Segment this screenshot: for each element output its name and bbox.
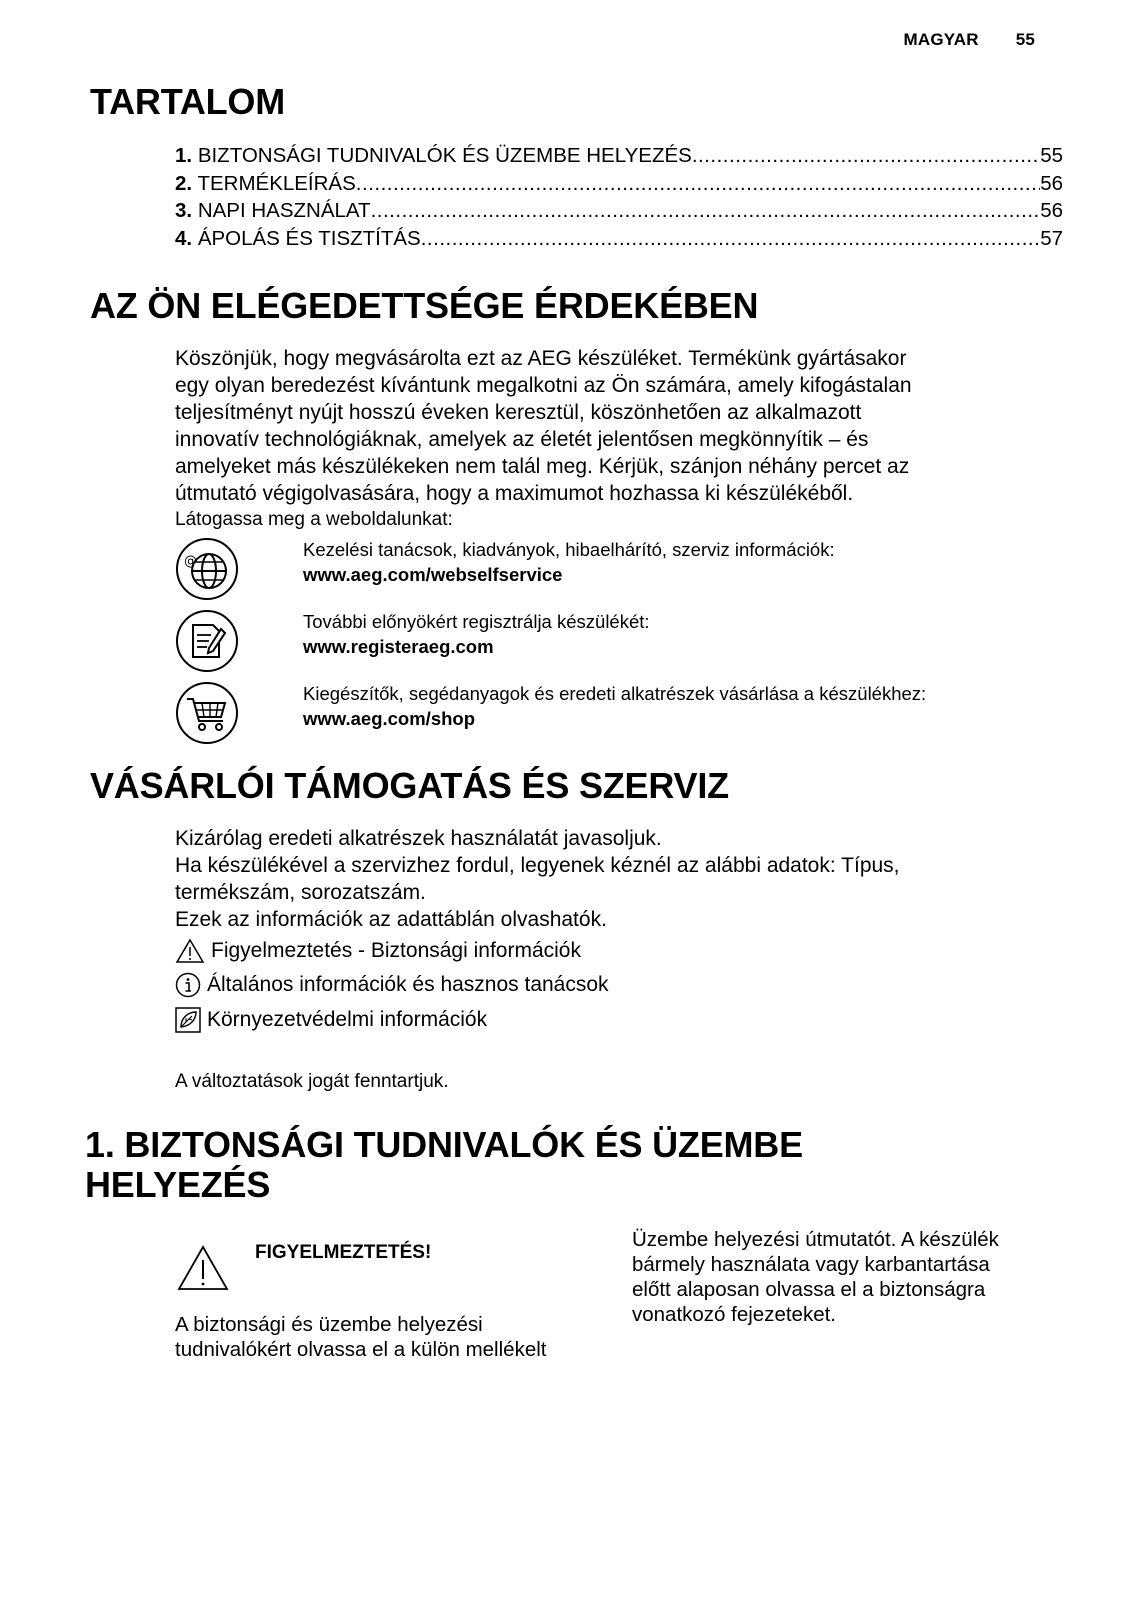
toc-item-label: BIZTONSÁGI TUDNIVALÓK ÉS ÜZEMBE HELYEZÉS bbox=[197, 144, 692, 167]
support-text bbox=[175, 825, 900, 933]
webselfservice-text bbox=[303, 537, 835, 587]
safety-line: bármely használata vagy karbantartása bbox=[632, 1253, 990, 1276]
toc-item-page: 56 bbox=[1040, 171, 1063, 195]
page-number: 55 bbox=[1015, 30, 1035, 49]
symbol-info-text: Általános információk és hasznos tanácsok bbox=[207, 973, 609, 996]
safety-title-line: HELYEZÉS bbox=[85, 1164, 271, 1205]
safety-line: Üzembe helyezési útmutatót. A készülék bbox=[632, 1228, 999, 1251]
warning-line: A biztonsági és üzembe helyezési bbox=[175, 1313, 483, 1336]
toc-leader bbox=[371, 197, 1041, 225]
satisfaction-intro bbox=[175, 345, 912, 533]
webselfservice-row bbox=[175, 537, 1075, 603]
safety-title bbox=[85, 1125, 803, 1205]
intro-line: amelyeket más készülékeken nem talál meg. Kérjük, szánjon néhány percet az bbox=[175, 455, 910, 478]
support-line: termékszám, sorozatszám. bbox=[175, 881, 426, 904]
toc-item-page: 56 bbox=[1040, 199, 1063, 222]
toc-leader bbox=[356, 170, 1040, 198]
link-description: Kezelési tanácsok, kiadványok, hibaelhárító, szerviz információk: bbox=[303, 539, 835, 560]
info-icon bbox=[175, 972, 201, 998]
warning-text bbox=[175, 1312, 615, 1362]
symbol-environment-row bbox=[175, 1006, 487, 1033]
toc-leader bbox=[421, 225, 1040, 253]
toc-item[interactable] bbox=[175, 225, 1063, 253]
toc-item[interactable] bbox=[175, 197, 1063, 225]
safety-line: előtt alaposan olvassa el a biztonságra bbox=[632, 1278, 986, 1301]
support-line: Kizárólag eredeti alkatrészek használatát javasoljuk. bbox=[175, 827, 662, 850]
warning-line: tudnivalókért olvassa el a külön mellékelt bbox=[175, 1338, 547, 1361]
toc-item-number: 1. bbox=[175, 144, 193, 167]
safety-title-line: 1. BIZTONSÁGI TUDNIVALÓK ÉS ÜZEMBE bbox=[85, 1124, 803, 1165]
toc-item-page: 57 bbox=[1040, 226, 1063, 250]
register-link[interactable]: www.registeraeg.com bbox=[303, 636, 494, 657]
support-line: Ha készülékével a szervizhez fordul, legyenek kéznél az alábbi adatok: Típus, bbox=[175, 854, 900, 877]
rights-reserved-text: A változtatások jogát fenntartjuk. bbox=[175, 1071, 449, 1092]
toc-item-number: 4. bbox=[175, 226, 193, 250]
shop-link[interactable]: www.aeg.com/shop bbox=[303, 708, 476, 729]
intro-line: útmutató végigolvasására, hogy a maximumot hozhassa ki készülékéből. bbox=[175, 482, 854, 505]
toc-item-label: TERMÉKLEÍRÁS bbox=[197, 171, 356, 195]
toc-item-number: 2. bbox=[175, 171, 193, 195]
table-of-contents bbox=[175, 142, 1063, 252]
visit-website-text: Látogassa meg a weboldalunkat: bbox=[175, 509, 453, 530]
symbol-environment-text: Környezetvédelmi információk bbox=[207, 1008, 488, 1031]
warning-label: FIGYELMEZTETÉS! bbox=[255, 1242, 432, 1263]
safety-line: vonatkozó fejezeteket. bbox=[632, 1303, 836, 1326]
warning-icon bbox=[175, 938, 205, 964]
shop-text bbox=[303, 681, 926, 731]
register-text bbox=[303, 609, 650, 659]
intro-line: egy olyan beredezést kívántunk megalkotni az Ön számára, amely kifogástalan bbox=[175, 374, 912, 397]
register-icon bbox=[175, 609, 239, 673]
svg-text:@: @ bbox=[184, 554, 197, 569]
symbol-warning-text: Figyelmeztetés - Biztonsági információk bbox=[211, 939, 581, 962]
toc-item[interactable] bbox=[175, 170, 1063, 198]
intro-line: teljesítményt nyújt hosszú éveken keresztül, köszönhetően az alkalmazott bbox=[175, 401, 862, 424]
link-description: További előnyökért regisztrálja készülékét: bbox=[303, 611, 650, 632]
toc-item-label: NAPI HASZNÁLAT bbox=[197, 199, 371, 222]
intro-line: innovatív technológiáknak, amelyek az életét jelentősen megkönnyítik – és bbox=[175, 428, 869, 451]
intro-line: Köszönjük, hogy megvásárolta ezt az AEG készüléket. Termékünk gyártásakor bbox=[175, 347, 907, 370]
support-line: Ezek az információk az adattáblán olvashatók. bbox=[175, 908, 607, 931]
toc-item-number: 3. bbox=[175, 199, 193, 222]
globe-icon bbox=[175, 537, 239, 601]
toc-title: TARTALOM bbox=[90, 81, 286, 122]
safety-right-column bbox=[632, 1227, 1072, 1327]
shop-row bbox=[175, 681, 1075, 747]
link-description: Kiegészítők, segédanyagok és eredeti alkatrészek vásárlása a készülékhez: bbox=[303, 683, 927, 704]
toc-item[interactable] bbox=[175, 142, 1063, 170]
warning-icon bbox=[177, 1244, 229, 1292]
register-row bbox=[175, 609, 1075, 675]
leaf-icon bbox=[175, 1007, 201, 1033]
page-header bbox=[904, 30, 1035, 50]
language-label: MAGYAR bbox=[903, 30, 979, 49]
cart-icon bbox=[175, 681, 239, 745]
toc-item-label: ÁPOLÁS ÉS TISZTÍTÁS bbox=[197, 226, 421, 250]
symbol-info-row bbox=[175, 971, 609, 998]
toc-leader bbox=[692, 142, 1040, 170]
satisfaction-title: AZ ÖN ELÉGEDETTSÉGE ÉRDEKÉBEN bbox=[90, 285, 759, 326]
symbol-warning-row bbox=[175, 937, 581, 964]
webselfservice-link[interactable]: www.aeg.com/webselfservice bbox=[303, 564, 563, 585]
support-title: VÁSÁRLÓI TÁMOGATÁS ÉS SZERVIZ bbox=[90, 765, 729, 806]
toc-item-page: 55 bbox=[1040, 144, 1063, 167]
